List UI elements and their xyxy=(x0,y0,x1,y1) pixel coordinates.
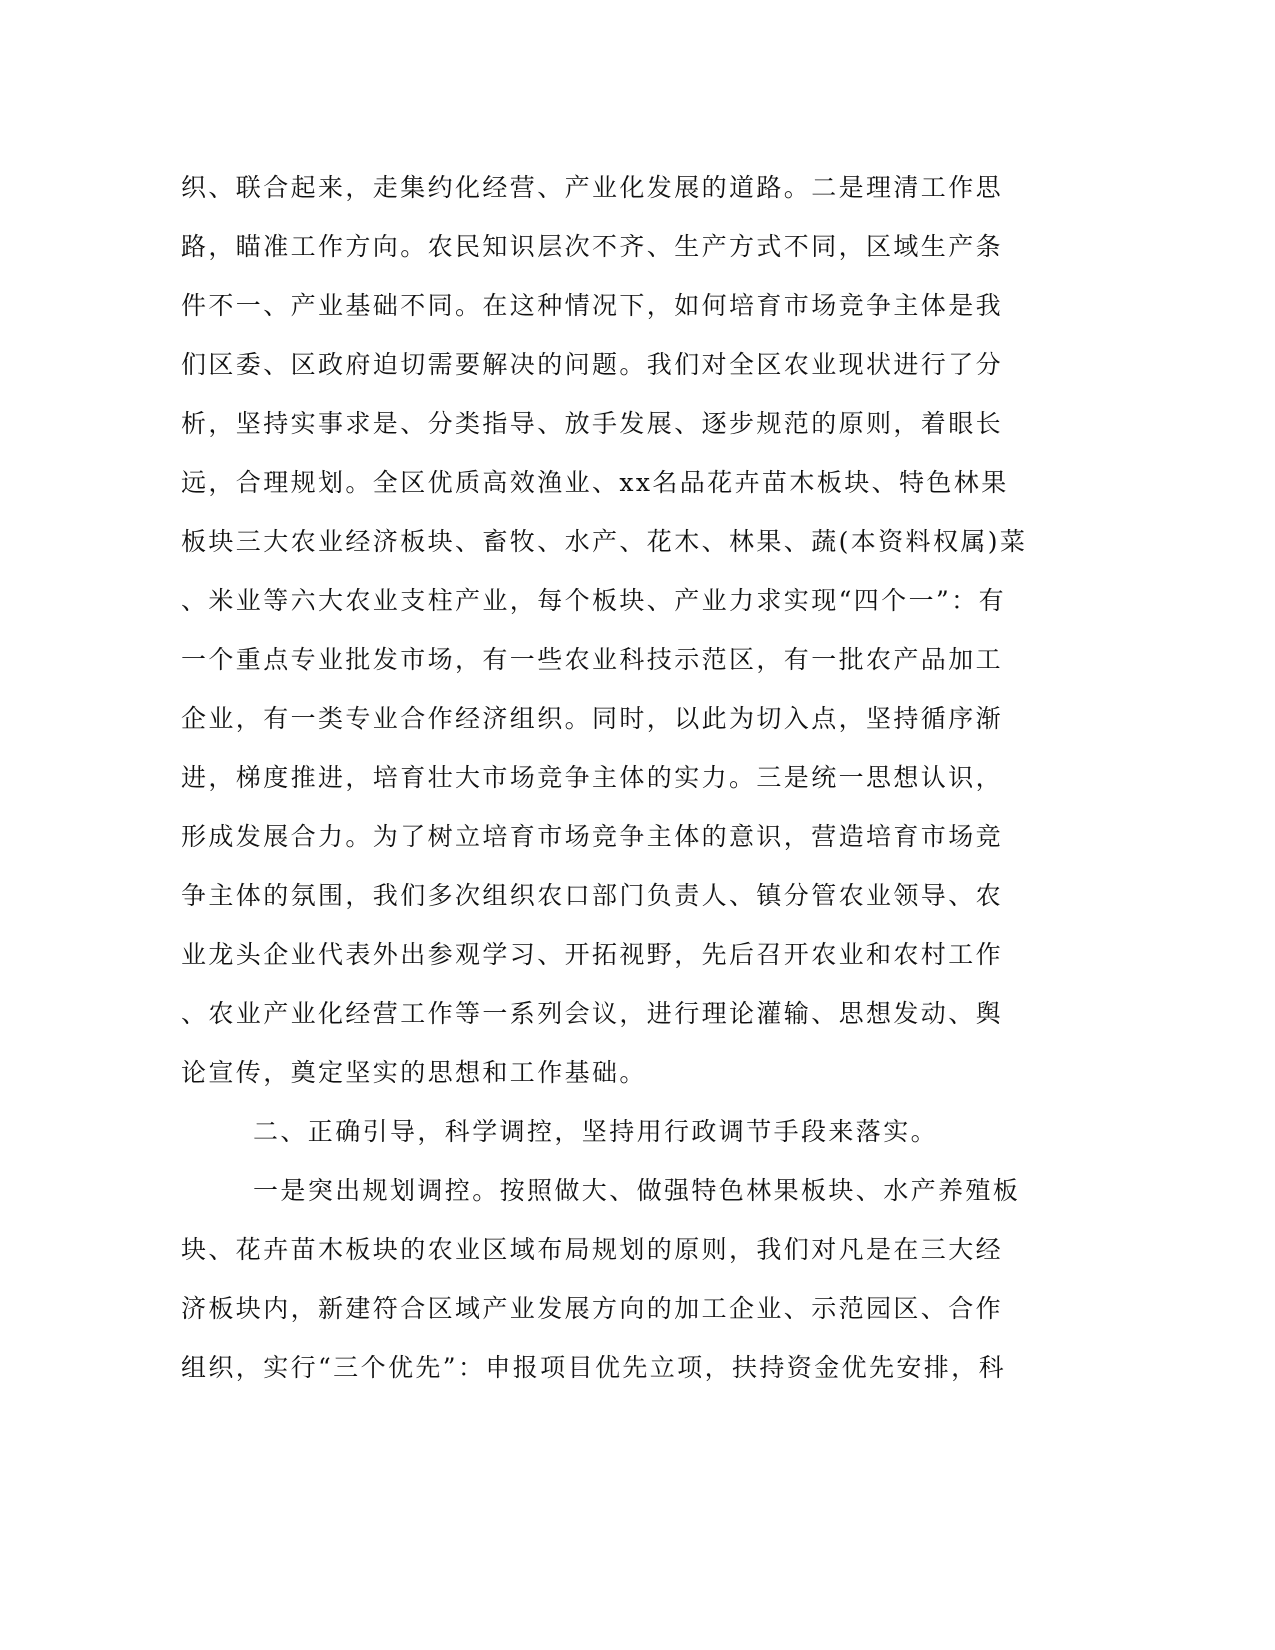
text-line: 济板块内，新建符合区域产业发展方向的加工企业、示范园区、合作 xyxy=(181,1294,1004,1323)
text-line: 企业，有一类专业合作经济组织。同时，以此为切入点，坚持循序渐 xyxy=(181,704,1004,733)
text-line: 业龙头企业代表外出参观学习、开拓视野，先后召开农业和农村工作 xyxy=(181,940,1004,969)
text-line: 、农业产业化经营工作等一系列会议，进行理论灌输、思想发动、舆 xyxy=(181,999,1004,1028)
text-line: 织、联合起来，走集约化经营、产业化发展的道路。二是理清工作思 xyxy=(181,173,1004,202)
text-line: 路，瞄准工作方向。农民知识层次不齐、生产方式不同，区域生产条 xyxy=(181,232,1004,261)
text-line: 、米业等六大农业支柱产业，每个板块、产业力求实现“四个一”：有 xyxy=(181,586,1006,615)
body-text xyxy=(181,158,1081,1397)
text-line: 争主体的氛围，我们多次组织农口部门负责人、镇分管农业领导、农 xyxy=(181,881,1004,910)
text-line: 块、花卉苗木板块的农业区域布局规划的原则，我们对凡是在三大经 xyxy=(181,1235,1004,1264)
text-line: 形成发展合力。为了树立培育市场竞争主体的意识，营造培育市场竞 xyxy=(181,822,1004,851)
text-line: 论宣传，奠定坚实的思想和工作基础。 xyxy=(181,1058,647,1087)
text-line: 析，坚持实事求是、分类指导、放手发展、逐步规范的原则，着眼长 xyxy=(181,409,1004,438)
text-line: 组织，实行“三个优先”：申报项目优先立项，扶持资金优先安排，科 xyxy=(181,1353,1006,1382)
text-line: 们区委、区政府迫切需要解决的问题。我们对全区农业现状进行了分 xyxy=(181,350,1004,379)
text-line: 件不一、产业基础不同。在这种情况下，如何培育市场竞争主体是我 xyxy=(181,291,1004,320)
text-line: 远，合理规划。全区优质高效渔业、xx名品花卉苗木板块、特色林果 xyxy=(181,468,1009,497)
text-line: 板块三大农业经济板块、畜牧、水产、花木、林果、蔬(本资料权属)菜 xyxy=(181,527,1028,556)
text-line: 一是突出规划调控。按照做大、做强特色林果板块、水产养殖板 xyxy=(253,1176,1021,1205)
section-heading: 二、正确引导，科学调控，坚持用行政调节手段来落实。 xyxy=(253,1117,939,1146)
text-line: 进，梯度推进，培育壮大市场竞争主体的实力。三是统一思想认识， xyxy=(181,763,1004,792)
text-line: 一个重点专业批发市场，有一些农业科技示范区，有一批农产品加工 xyxy=(181,645,1004,674)
